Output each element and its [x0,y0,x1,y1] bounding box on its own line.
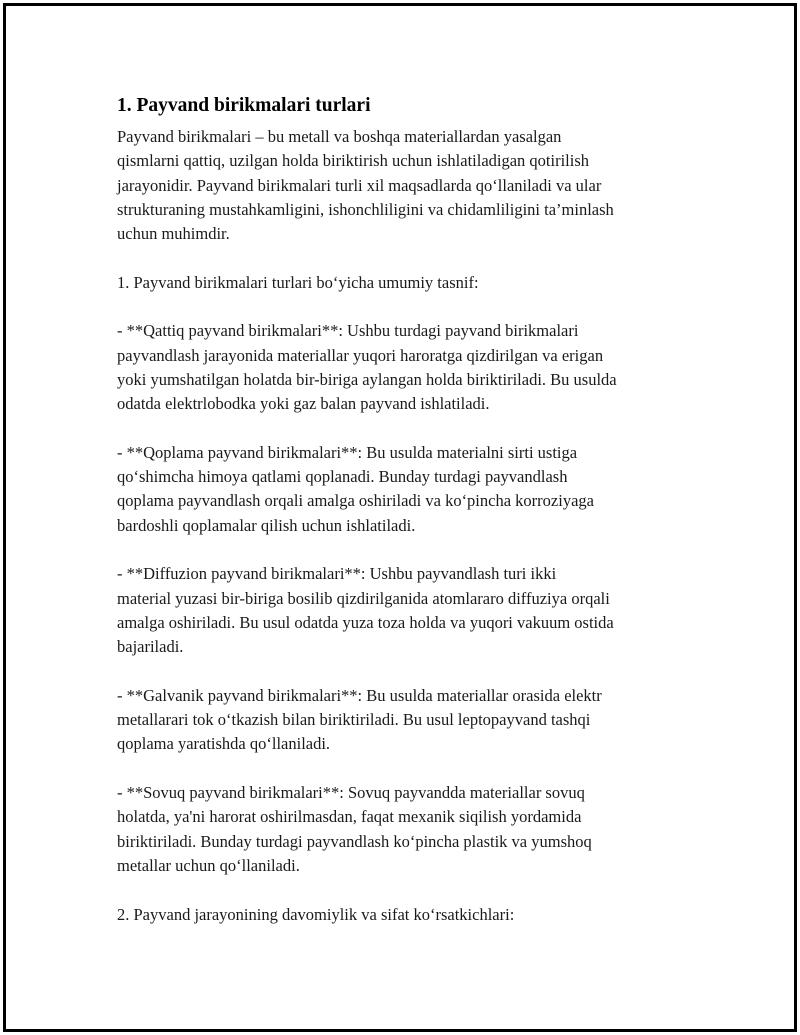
section-heading: 1. Payvand birikmalari turlari [117,95,371,116]
list-item-coating-welding: - **Qoplama payvand birikmalari**: Bu usulda materialni sirti ustiga qo‘shimcha himoya qatlami qoplanadi. Bunday turdagi payvandlash qoplama payvandlash orqali amalga oshiriladi va ko‘pincha korroziyaga bardoshli qoplamalar qilish uchun ishlatiladi. [117,442,594,535]
classification-title: 1. Payvand birikmalari turlari bo‘yicha umumiy tasnif: [117,272,479,292]
list-item-galvanic-welding: - **Galvanik payvand birikmalari**: Bu usulda materiallar orasida elektr metallarari tok o‘tkazish bilan biriktiriladi. Bu usul leptopayvand tashqi qoplama yaratishda qo‘llaniladi. [117,685,602,754]
intro-paragraph: Payvand birikmalari – bu metall va boshqa materiallardan yasalgan qismlarni qattiq, uzilgan holda biriktirish uchun ishlatiladigan qotirilish jarayonidir. Payvand birikmalari turli xil maqsadlarda qo‘llaniladi va ular strukturaning mustahkamligini, ishonchliligini va chidamliligini ta’minlash uchun muhimdir. [117,127,614,244]
list-item-solid-welding: - **Qattiq payvand birikmalari**: Ushbu turdagi payvand birikmalari payvandlash jarayonida materiallar yuqori haroratga qizdirilgan va erigan yoki yumshatilgan holatda bir-biriga aylangan holda biriktiriladi. Bu usulda odatda elektrlobodka yoki gaz balan payvand ishlatiladi. [117,321,617,414]
list-item-diffusion-welding: - **Diffuzion payvand birikmalari**: Ushbu payvandlash turi ikki material yuzasi bir-biriga bosilib qizdirilganida atomlararo diffuziya orqali amalga oshiriladi. Bu usul odatda yuza toza holda va yuqori vakuum ostida bajariladi. [117,564,614,657]
quality-indicators-title: 2. Payvand jarayonining davomiylik va sifat ko‘rsatkichlari: [117,904,515,924]
spacer [117,878,677,902]
spacer [117,417,677,441]
spacer [117,660,677,684]
spacer [117,246,677,270]
spacer [117,295,677,319]
document-body [117,93,677,927]
spacer [117,538,677,562]
spacer [117,757,677,781]
list-item-cold-welding: - **Sovuq payvand birikmalari**: Sovuq payvandda materiallar sovuq holatda, ya'ni harorat oshirilmasdan, faqat mexanik siqilish yordamida biriktiriladi. Bunday turdagi payvandlash ko‘pincha plastik va yumshoq metallar uchun qo‘llaniladi. [117,783,592,875]
